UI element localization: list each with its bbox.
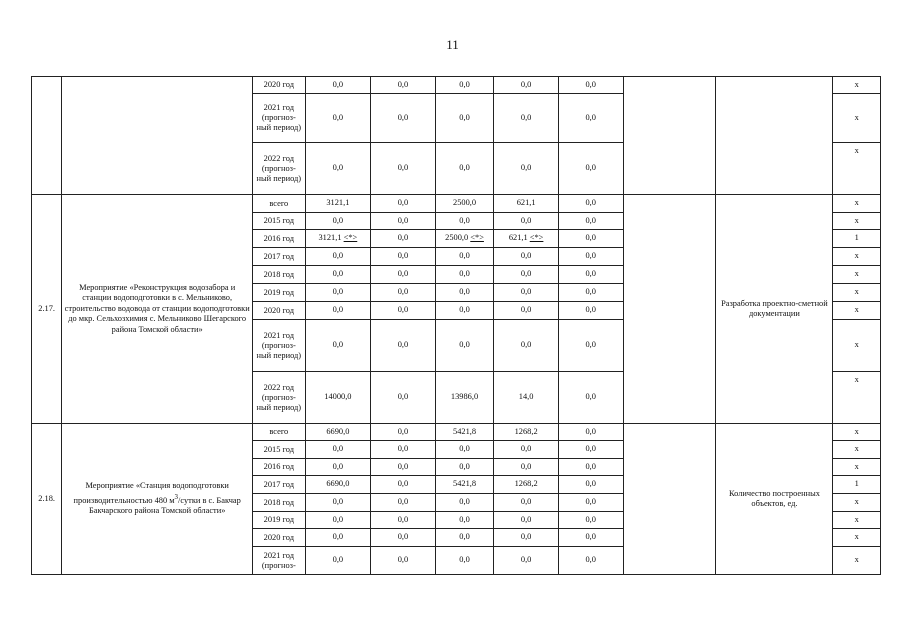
item-number: 2.17. — [32, 195, 62, 424]
mark-cell: x — [833, 195, 881, 213]
value-cell: 0,0 — [371, 248, 436, 266]
value-cell: 0,0 — [558, 284, 623, 302]
value-cell: 0,0 — [305, 529, 371, 547]
value-cell: 0,0 — [435, 512, 494, 529]
value-cell: 0,0 — [435, 94, 494, 143]
value-cell: 0,0 — [371, 441, 436, 459]
value-cell: 0,0 — [371, 302, 436, 320]
year-cell: 2021 год (прогноз-ный период) — [253, 320, 305, 372]
value-cell: 0,0 — [494, 512, 559, 529]
year-cell: 2016 год — [253, 230, 305, 248]
value-cell: 0,0 — [558, 424, 623, 441]
mark-cell: x — [833, 213, 881, 230]
value-cell: 0,0 — [371, 512, 436, 529]
value-cell: 0,0 — [494, 302, 559, 320]
year-cell: 2018 год — [253, 494, 305, 512]
table-row — [32, 195, 881, 213]
mark-cell: x — [833, 248, 881, 266]
value-cell: 0,0 — [371, 494, 436, 512]
value-cell: 0,0 — [558, 94, 623, 143]
value-cell: 621,1 — [494, 195, 559, 213]
value-cell: 0,0 — [305, 320, 371, 372]
year-cell: 2020 год — [253, 302, 305, 320]
value-cell: 0,0 — [558, 230, 623, 248]
value-cell: 0,0 — [558, 372, 623, 424]
value-cell: 0,0 — [371, 143, 436, 195]
value-cell: 0,0 — [305, 547, 371, 575]
value-cell: 0,0 — [371, 213, 436, 230]
value-cell: 0,0 — [305, 441, 371, 459]
item-name — [62, 424, 253, 575]
year-cell: 2017 год — [253, 248, 305, 266]
year-cell: 2015 год — [253, 441, 305, 459]
value-cell: 0,0 — [558, 266, 623, 284]
value-cell: 0,0 — [494, 94, 559, 143]
value-cell: 0,0 — [371, 77, 436, 94]
value-cell: 14,0 — [494, 372, 559, 424]
value-cell: 0,0 — [305, 213, 371, 230]
value-cell: 0,0 — [435, 213, 494, 230]
value-cell: 0,0 — [558, 441, 623, 459]
year-cell: всего — [253, 424, 305, 441]
value-cell: 0,0 — [435, 547, 494, 575]
result-indicator: Разработка проектно-сметной документации — [716, 195, 833, 424]
value-cell: 0,0 — [371, 284, 436, 302]
value-cell: 0,0 — [494, 77, 559, 94]
value-cell: 0,0 — [435, 248, 494, 266]
footnote-link[interactable]: <*> — [470, 233, 484, 243]
value-text: 621,1 — [508, 233, 528, 243]
value-cell: 2500,0 — [435, 195, 494, 213]
value-cell: 0,0 — [305, 459, 371, 476]
value-cell: 0,0 — [305, 94, 371, 143]
value-text: 3121,1 — [318, 233, 342, 243]
mark-cell: 1 — [833, 476, 881, 494]
value-cell: 0,0 — [371, 476, 436, 494]
value-cell: 0,0 — [558, 529, 623, 547]
year-cell: 2016 год — [253, 459, 305, 476]
mark-cell: x — [833, 143, 881, 195]
value-cell: 0,0 — [435, 459, 494, 476]
value-cell: 0,0 — [371, 266, 436, 284]
value-cell: 0,0 — [371, 195, 436, 213]
value-cell: 0,0 — [558, 143, 623, 195]
year-cell: 2021 год (прогноз-ный период) — [253, 94, 305, 143]
value-cell: 0,0 — [494, 529, 559, 547]
mark-cell: x — [833, 459, 881, 476]
mark-cell: x — [833, 529, 881, 547]
value-cell: 0,0 — [494, 441, 559, 459]
value-cell: 1268,2 — [494, 476, 559, 494]
value-cell: 0,0 — [435, 441, 494, 459]
mark-cell: x — [833, 512, 881, 529]
mark-cell: x — [833, 94, 881, 143]
year-cell: 2022 год (прогноз-ный период) — [253, 372, 305, 424]
mark-cell: x — [833, 77, 881, 94]
item-name-superscript: 3 — [174, 492, 179, 501]
value-cell: 0,0 — [558, 195, 623, 213]
value-cell: 0,0 — [494, 547, 559, 575]
value-cell: 0,0 — [305, 302, 371, 320]
item-name-cell — [62, 77, 253, 195]
program-table — [31, 76, 881, 575]
value-cell: 0,0 — [435, 266, 494, 284]
value-cell: 0,0 — [558, 77, 623, 94]
year-cell: 2021 год (прогноз- — [253, 547, 305, 575]
value-cell: 5421,8 — [435, 476, 494, 494]
mark-cell: x — [833, 284, 881, 302]
value-cell: 0,0 — [435, 494, 494, 512]
value-cell: 0,0 — [305, 77, 371, 94]
year-cell: 2022 год (прогноз-ный период) — [253, 143, 305, 195]
value-cell: 0,0 — [558, 248, 623, 266]
value-cell: 0,0 — [371, 230, 436, 248]
value-cell: 0,0 — [435, 143, 494, 195]
value-cell: 0,0 — [558, 320, 623, 372]
value-cell: 0,0 — [305, 248, 371, 266]
table-row — [32, 424, 881, 441]
value-cell: 0,0 — [558, 547, 623, 575]
value-cell — [435, 230, 494, 248]
value-cell: 0,0 — [494, 248, 559, 266]
value-cell: 0,0 — [305, 494, 371, 512]
year-cell: всего — [253, 195, 305, 213]
mark-cell: 1 — [833, 230, 881, 248]
item-name-part: /сутки в с. Бакчар Бакчарского района Томской области» — [88, 495, 241, 516]
value-cell: 0,0 — [494, 284, 559, 302]
value-cell: 0,0 — [371, 94, 436, 143]
item-name: Мероприятие «Реконструкция водозабора и станции водоподготовки в с. Мельниково, строительство водовода от станции водоподготовки до мкр. Сельхозхимия с. Мельниково Шегарского района Томской области» — [62, 195, 253, 424]
value-cell: 0,0 — [494, 494, 559, 512]
year-cell: 2017 год — [253, 476, 305, 494]
value-cell: 0,0 — [371, 372, 436, 424]
value-cell: 0,0 — [494, 266, 559, 284]
year-cell: 2019 год — [253, 512, 305, 529]
item-name-part: Мероприятие «Станция водоподготовки производительностью 480 м — [73, 481, 229, 505]
value-cell: 0,0 — [371, 459, 436, 476]
value-cell: 0,0 — [371, 320, 436, 372]
value-cell: 0,0 — [494, 213, 559, 230]
mark-cell: x — [833, 441, 881, 459]
blank-cell — [623, 195, 716, 424]
value-cell: 0,0 — [305, 143, 371, 195]
item-number-cell — [32, 77, 62, 195]
table-row — [32, 77, 881, 94]
result-indicator — [716, 77, 833, 195]
mark-cell: x — [833, 494, 881, 512]
value-cell: 0,0 — [494, 143, 559, 195]
value-text: 2500,0 — [445, 233, 469, 243]
value-cell: 0,0 — [558, 213, 623, 230]
value-cell: 5421,8 — [435, 424, 494, 441]
value-cell: 0,0 — [558, 476, 623, 494]
value-cell: 0,0 — [371, 547, 436, 575]
value-cell: 0,0 — [558, 459, 623, 476]
value-cell: 14000,0 — [305, 372, 371, 424]
mark-cell: x — [833, 372, 881, 424]
footnote-link[interactable]: <*> — [343, 233, 358, 243]
year-cell: 2018 год — [253, 266, 305, 284]
value-cell: 6690,0 — [305, 424, 371, 441]
year-cell: 2020 год — [253, 529, 305, 547]
value-cell: 6690,0 — [305, 476, 371, 494]
year-cell: 2020 год — [253, 77, 305, 94]
mark-cell: x — [833, 547, 881, 575]
value-cell: 1268,2 — [494, 424, 559, 441]
value-cell: 0,0 — [371, 424, 436, 441]
value-cell: 13986,0 — [435, 372, 494, 424]
value-cell: 0,0 — [435, 320, 494, 372]
item-number: 2.18. — [32, 424, 62, 575]
result-indicator: Количество построенных объектов, ед. — [716, 424, 833, 575]
value-cell: 0,0 — [494, 320, 559, 372]
value-cell: 0,0 — [435, 529, 494, 547]
value-cell: 0,0 — [435, 77, 494, 94]
year-cell: 2019 год — [253, 284, 305, 302]
value-cell: 0,0 — [305, 512, 371, 529]
value-cell — [305, 230, 371, 248]
mark-cell: x — [833, 320, 881, 372]
value-cell — [494, 230, 559, 248]
value-cell: 0,0 — [435, 302, 494, 320]
value-cell: 0,0 — [371, 529, 436, 547]
blank-cell — [623, 424, 716, 575]
value-cell: 0,0 — [305, 284, 371, 302]
value-cell: 0,0 — [435, 284, 494, 302]
value-cell: 3121,1 — [305, 195, 371, 213]
value-cell: 0,0 — [558, 494, 623, 512]
mark-cell: x — [833, 302, 881, 320]
value-cell: 0,0 — [558, 302, 623, 320]
year-cell: 2015 год — [253, 213, 305, 230]
value-cell: 0,0 — [494, 459, 559, 476]
mark-cell: x — [833, 266, 881, 284]
footnote-link[interactable]: <*> — [529, 233, 544, 243]
page-number: 11 — [446, 37, 459, 52]
mark-cell: x — [833, 424, 881, 441]
value-cell: 0,0 — [558, 512, 623, 529]
blank-cell — [623, 77, 716, 195]
value-cell: 0,0 — [305, 266, 371, 284]
